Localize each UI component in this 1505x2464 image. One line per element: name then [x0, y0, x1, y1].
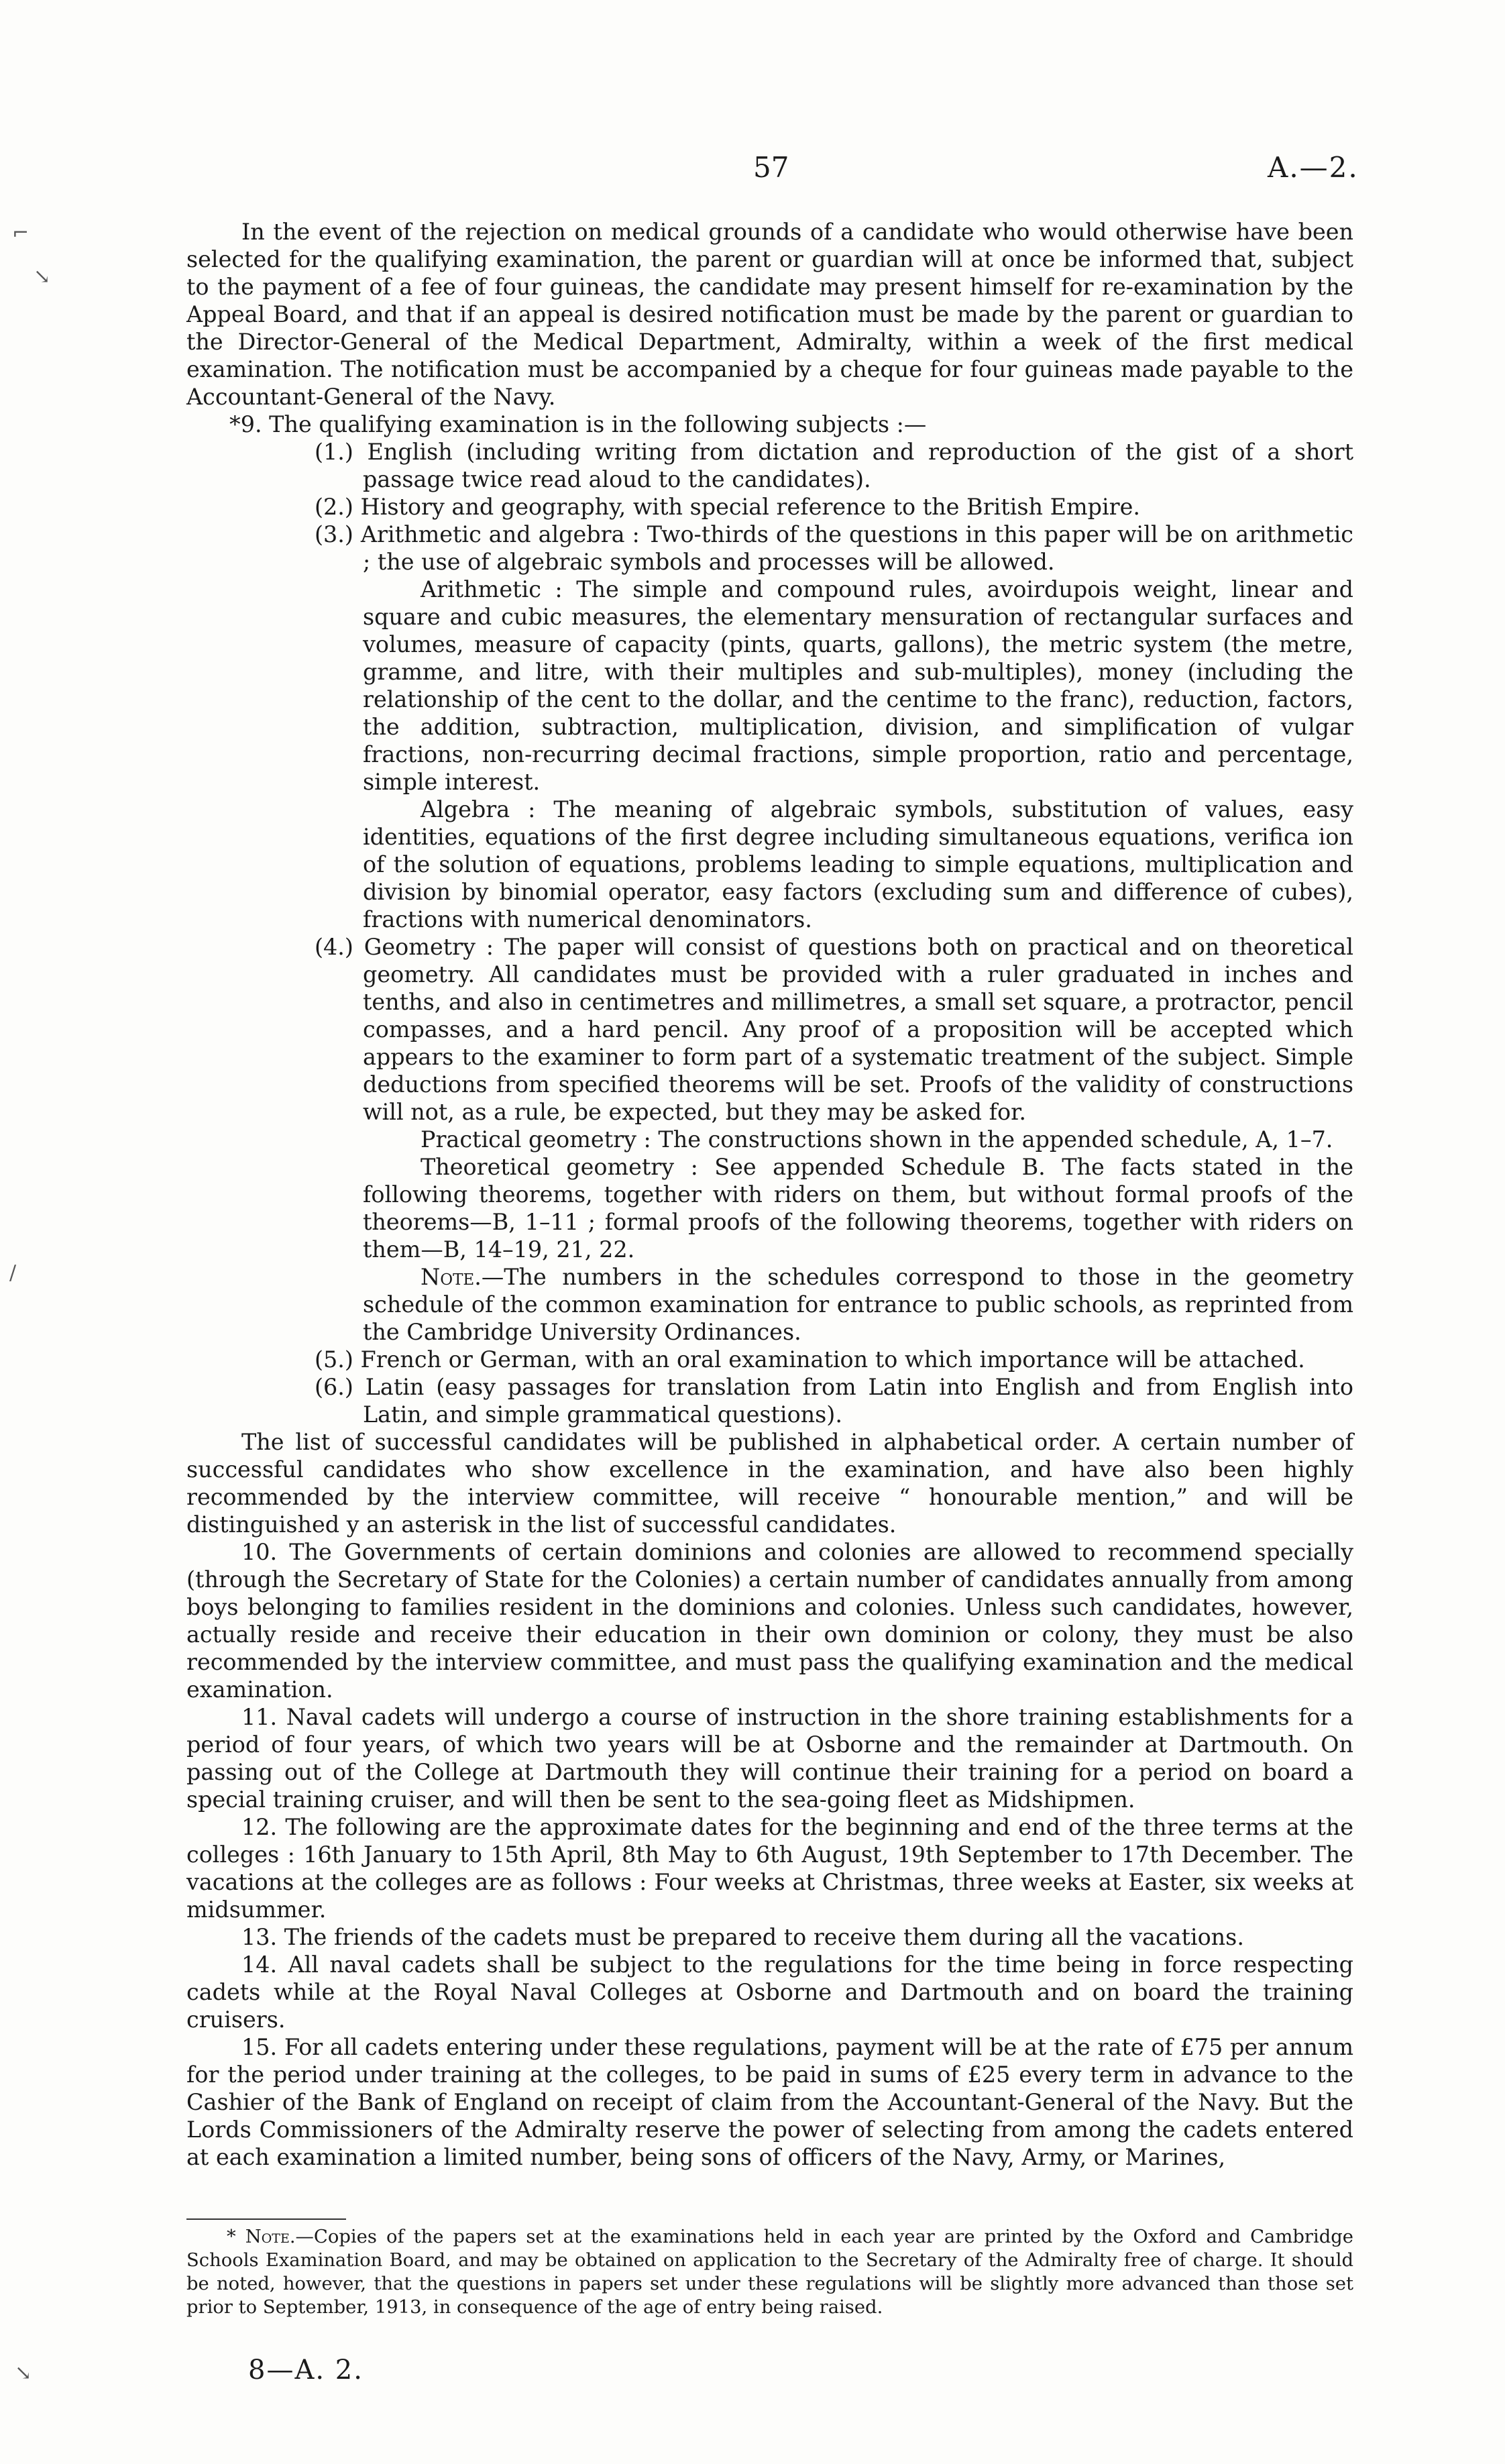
- paragraph-13: 13. The friends of the cadets must be prepared to receive them during all the vacations.: [241, 1924, 1244, 1950]
- body-text: [186, 218, 1353, 2171]
- page-number: 57: [753, 151, 789, 184]
- note-text: —The numbers in the schedules correspond to those in the geometry schedule of the common examination for entrance to public schools, as reprinted from the Cambridge University Ordinances.: [363, 1264, 1353, 1345]
- margin-mark: ⌐: [12, 221, 30, 245]
- subject-item-4: (4.) Geometry : The paper will consist of questions both on practical and on theoretical geometry. All candidates must be provided with a ruler graduated in inches and tenths, and also in centimetres and millimetres, a small set square, a protractor, pencil compasses, and a hard pencil. Any proof of a proposition will be accepted which appears to the examiner to form part of a systematic treatment of the subject. Simple deductions from specified theorems will be set. Proofs of the validity of constructions will not, as a rule, be expected, but they may be asked for.: [315, 934, 1353, 1125]
- paragraph-11: 11. Naval cadets will undergo a course of instruction in the shore training establishments for a period of four years, of which two years will be at Osborne and the remainder at Dartmouth. On passing out of the College at Dartmouth they will continue their training for a period on board a special training cruiser, and will then be sent to the sea-going fleet as Midshipmen.: [186, 1704, 1353, 1813]
- arithmetic-description: Arithmetic : The simple and compound rules, avoirdupois weight, linear and square and cubic measures, the elementary mensuration of rectangular surfaces and volumes, measure of capacity (pints, quarts, gallons), the metric system (the metre, gramme, and litre, with their multiples and sub-multiples), money (including the relationship of the cent to the dollar, and the centime to the franc), reduction, factors, the addition, subtraction, multiplication, division, and simplification of vulgar fractions, non-recurring decimal fractions, simple proportion, ratio and percentage, simple interest.: [363, 576, 1353, 795]
- paragraph-15: 15. For all cadets entering under these regulations, payment will be at the rate of £75 per annum for the period under training at the colleges, to be paid in sums of £25 every term in advance to the Cashier of the Bank of England on receipt of claim from the Accountant-General of the Navy. But the Lords Commissioners of the Admiralty reserve the power of selecting from among the cadets entered at each examination a limited number, being sons of officers of the Navy, Army, or Marines,: [186, 2034, 1353, 2170]
- footnote: [186, 2225, 1353, 2319]
- geometry-note: [186, 1263, 1353, 1346]
- subject-item-3: (3.) Arithmetic and algebra : Two-thirds of the questions in this paper will be on arithmetic ; the use of algebraic symbols and processes will be allowed.: [315, 521, 1353, 575]
- margin-mark: ↘: [34, 265, 51, 288]
- footnote-label: * Note.: [227, 2227, 296, 2247]
- subject-item-5: (5.) French or German, with an oral examination to which importance will be attached.: [315, 1346, 1305, 1373]
- signature-mark: 8—A. 2.: [248, 2355, 364, 2386]
- algebra-description: Algebra : The meaning of algebraic symbols, substitution of values, easy identities, equations of the first degree including simultaneous equations, verifica ion of the solution of equations, problems leading to simple equations, multiplication and division by binomial operator, easy factors (excluding sum and difference of cubes), fractions with numerical denominators.: [363, 796, 1353, 932]
- margin-mark: /: [9, 1261, 17, 1285]
- margin-mark: ↘: [15, 2361, 32, 2385]
- paragraph-14: 14. All naval cadets shall be subject to the regulations for the time being in force respecting cadets while at the Royal Naval Colleges at Osborne and Dartmouth and on board the training cruisers.: [186, 1951, 1353, 2033]
- paragraph-9-intro: *9. The qualifying examination is in the following subjects :—: [229, 411, 927, 437]
- document-reference: A.—2.: [1268, 151, 1359, 184]
- subject-item-2: (2.) History and geography, with special reference to the British Empire.: [315, 494, 1141, 520]
- subject-item-1: (1.) English (including writing from dictation and reproduction of the gist of a short passage twice read aloud to the candidates).: [315, 439, 1353, 492]
- paragraph-rejection: In the event of the rejection on medical grounds of a candidate who would otherwise have been selected for the qualifying examination, the parent or guardian will at once be informed that, subject to the payment of a fee of four guineas, the candidate may present himself for re-examination by the Appeal Board, and that if an appeal is desired notification must be made by the parent or guardian to the Director-General of the Medical Department, Admiralty, within a week of the first medical examination. The notification must be accompanied by a cheque for four guineas made payable to the Accountant-General of the Navy.: [186, 219, 1353, 410]
- theoretical-geometry: Theoretical geometry : See appended Schedule B. The facts stated in the following theorems, together with riders on them, but without formal proofs of the theorems—B, 1–11 ; formal proofs of the following theorems, together with riders on them—B, 14–19, 21, 22.: [363, 1154, 1353, 1263]
- note-label: Note.: [421, 1264, 482, 1290]
- paragraph-10: 10. The Governments of certain dominions and colonies are allowed to recommend specially (through the Secretary of State for the Colonies) a certain number of candidates annually from among boys belonging to families resident in the dominions and colonies. Unless such candidates, however, actually reside and receive their education in their own dominion or colony, they must be also recommended by the interview committee, and must pass the qualifying examination and the medical examination.: [186, 1539, 1353, 1703]
- practical-geometry: Practical geometry : The constructions shown in the appended schedule, A, 1–7.: [421, 1126, 1333, 1153]
- footnote-text: —Copies of the papers set at the examinations held in each year are printed by the Oxford and Cambridge Schools Examination Board, and may be obtained on application to the Secretary of the Admiralty free of charge. It should be noted, however, that the questions in papers set under these regulations will be slightly more advanced than those set prior to September, 1913, in consequence of the age of entry being raised.: [186, 2227, 1353, 2318]
- page-header: [0, 151, 1505, 191]
- subject-item-6: (6.) Latin (easy passages for translation from Latin into English and from English into Latin, and simple grammatical questions).: [315, 1374, 1353, 1428]
- footnote-divider: [186, 2218, 346, 2220]
- paragraph-successful-list: The list of successful candidates will be published in alphabetical order. A certain number of successful candidates who show excellence in the examination, and have also been highly recommended by the interview committee, will receive “ honourable mention,” and will be distinguished y an asterisk in the list of successful candidates.: [186, 1429, 1353, 1538]
- paragraph-12: 12. The following are the approximate dates for the beginning and end of the three terms at the colleges : 16th January to 15th April, 8th May to 6th August, 19th September to 17th December. The vacations at the colleges are as follows : Four weeks at Christmas, three weeks at Easter, six weeks at midsummer.: [186, 1814, 1353, 1923]
